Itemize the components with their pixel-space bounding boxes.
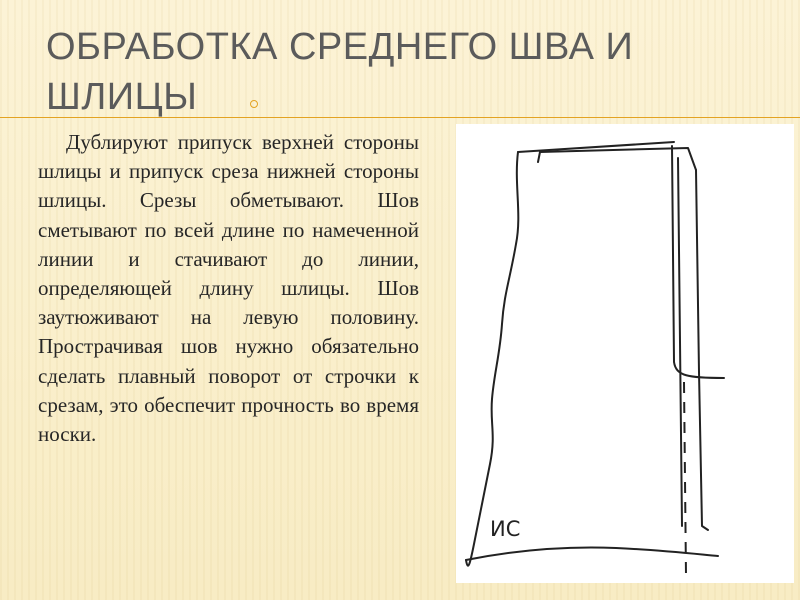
title-line-2: ШЛИЦЫ (46, 76, 198, 118)
left-cut-edge (466, 152, 521, 566)
title-divider (0, 117, 800, 118)
inner-edge (678, 158, 682, 526)
title-line-1: ОБРАБОТКА СРЕДНЕГО ШВА И (46, 26, 634, 68)
decorative-mark (250, 100, 258, 108)
slide-title (46, 22, 746, 122)
figure-label: ИС (490, 517, 521, 541)
skirt-slit-drawing (456, 124, 794, 583)
slit-outer-edge (696, 170, 708, 530)
body-paragraph: Дублируют припуск верхней стороны шлицы и припуск среза нижней стороны шлицы. Срезы обметывают. Шов сметывают по всей длине по намеченной линии и стачивают до линии, определяющей длину шлицы. Шов заутюживают на левую половину. Прострачивая шов нужно обязательно сделать плавный поворот от строчки к срезам, это обеспечит прочность во время носки. (38, 130, 419, 447)
hem-line (466, 548, 718, 561)
pattern-figure (456, 124, 794, 583)
center-dash-line (684, 382, 686, 576)
